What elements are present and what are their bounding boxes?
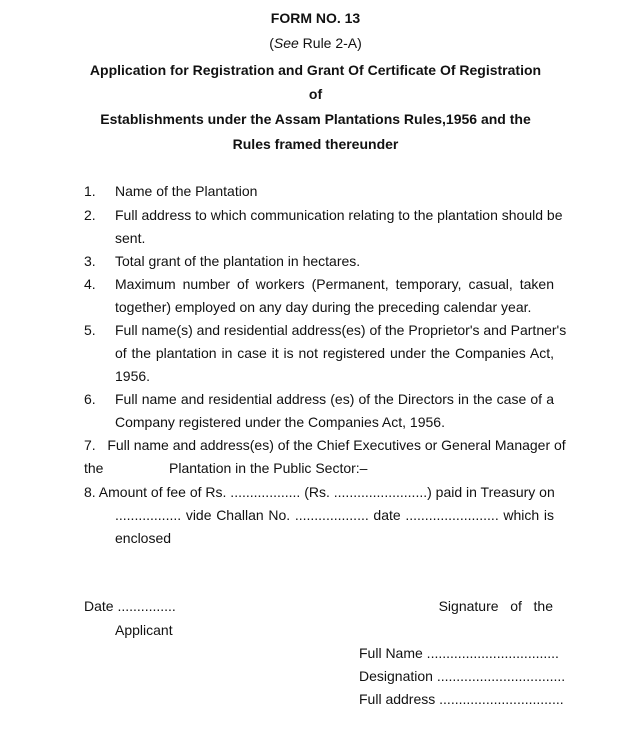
item-text: together) employed on any day during the preceding calendar year. xyxy=(115,299,532,315)
item-text: Full name and residential address (es) of the Directors in the case of a xyxy=(115,391,554,407)
item-number: 3. xyxy=(84,253,96,269)
signature-label: Signature of the xyxy=(438,598,553,614)
form-title-line-4: Rules framed thereunder xyxy=(232,136,399,152)
item-text: Company registered under the Companies Act, 1956. xyxy=(115,414,445,430)
item-8-line-3: enclosed xyxy=(115,530,172,546)
item-text: 1956. xyxy=(115,368,151,384)
form-title-line-3: Establishments under the Assam Plantations Rules,1956 and the xyxy=(100,111,531,127)
designation-field: Designation ................................. xyxy=(359,668,566,684)
item-number: 1. xyxy=(84,183,96,199)
item-7-line-2b: Plantation in the Public Sector:– xyxy=(169,460,368,476)
item-8-line-2: ................. vide Challan No. ................... date ........................ which is xyxy=(115,507,554,523)
item-number: 6. xyxy=(84,391,96,407)
full-name-field: Full Name .................................. xyxy=(359,645,559,661)
item-text: Maximum number of workers (Permanent, temporary, casual, taken xyxy=(115,276,554,292)
item-number: 4. xyxy=(84,276,96,292)
item-7-line-1: 7. Full name and address(es) of the Chief Executives or General Manager of xyxy=(84,437,566,453)
item-text: of the plantation in case it is not registered under the Companies Act, xyxy=(115,345,554,361)
item-number: 2. xyxy=(84,207,96,223)
form-number: FORM NO. 13 xyxy=(270,10,361,26)
see-rule: (See Rule 2-A) xyxy=(269,35,362,51)
item-text: Name of the Plantation xyxy=(115,183,258,199)
form-title-line-2: of xyxy=(308,86,323,102)
form-title-line-1: Application for Registration and Grant Of Certificate Of Registration xyxy=(89,62,542,78)
item-text: Full name(s) and residential address(es) of the Proprietor's and Partner's xyxy=(115,322,567,338)
item-7-line-2a: the xyxy=(84,460,104,476)
item-text: Full address to which communication relating to the plantation should be xyxy=(115,207,563,223)
item-8-line-1: 8. Amount of fee of Rs. .................. (Rs. ........................) paid in Treasury on xyxy=(84,484,555,500)
applicant-label: Applicant xyxy=(115,622,173,638)
item-text: sent. xyxy=(115,230,146,246)
full-address-field: Full address ................................ xyxy=(359,691,564,707)
item-text: Total grant of the plantation in hectares. xyxy=(115,253,361,269)
date-field: Date ............... xyxy=(84,598,176,614)
item-number: 5. xyxy=(84,322,96,338)
